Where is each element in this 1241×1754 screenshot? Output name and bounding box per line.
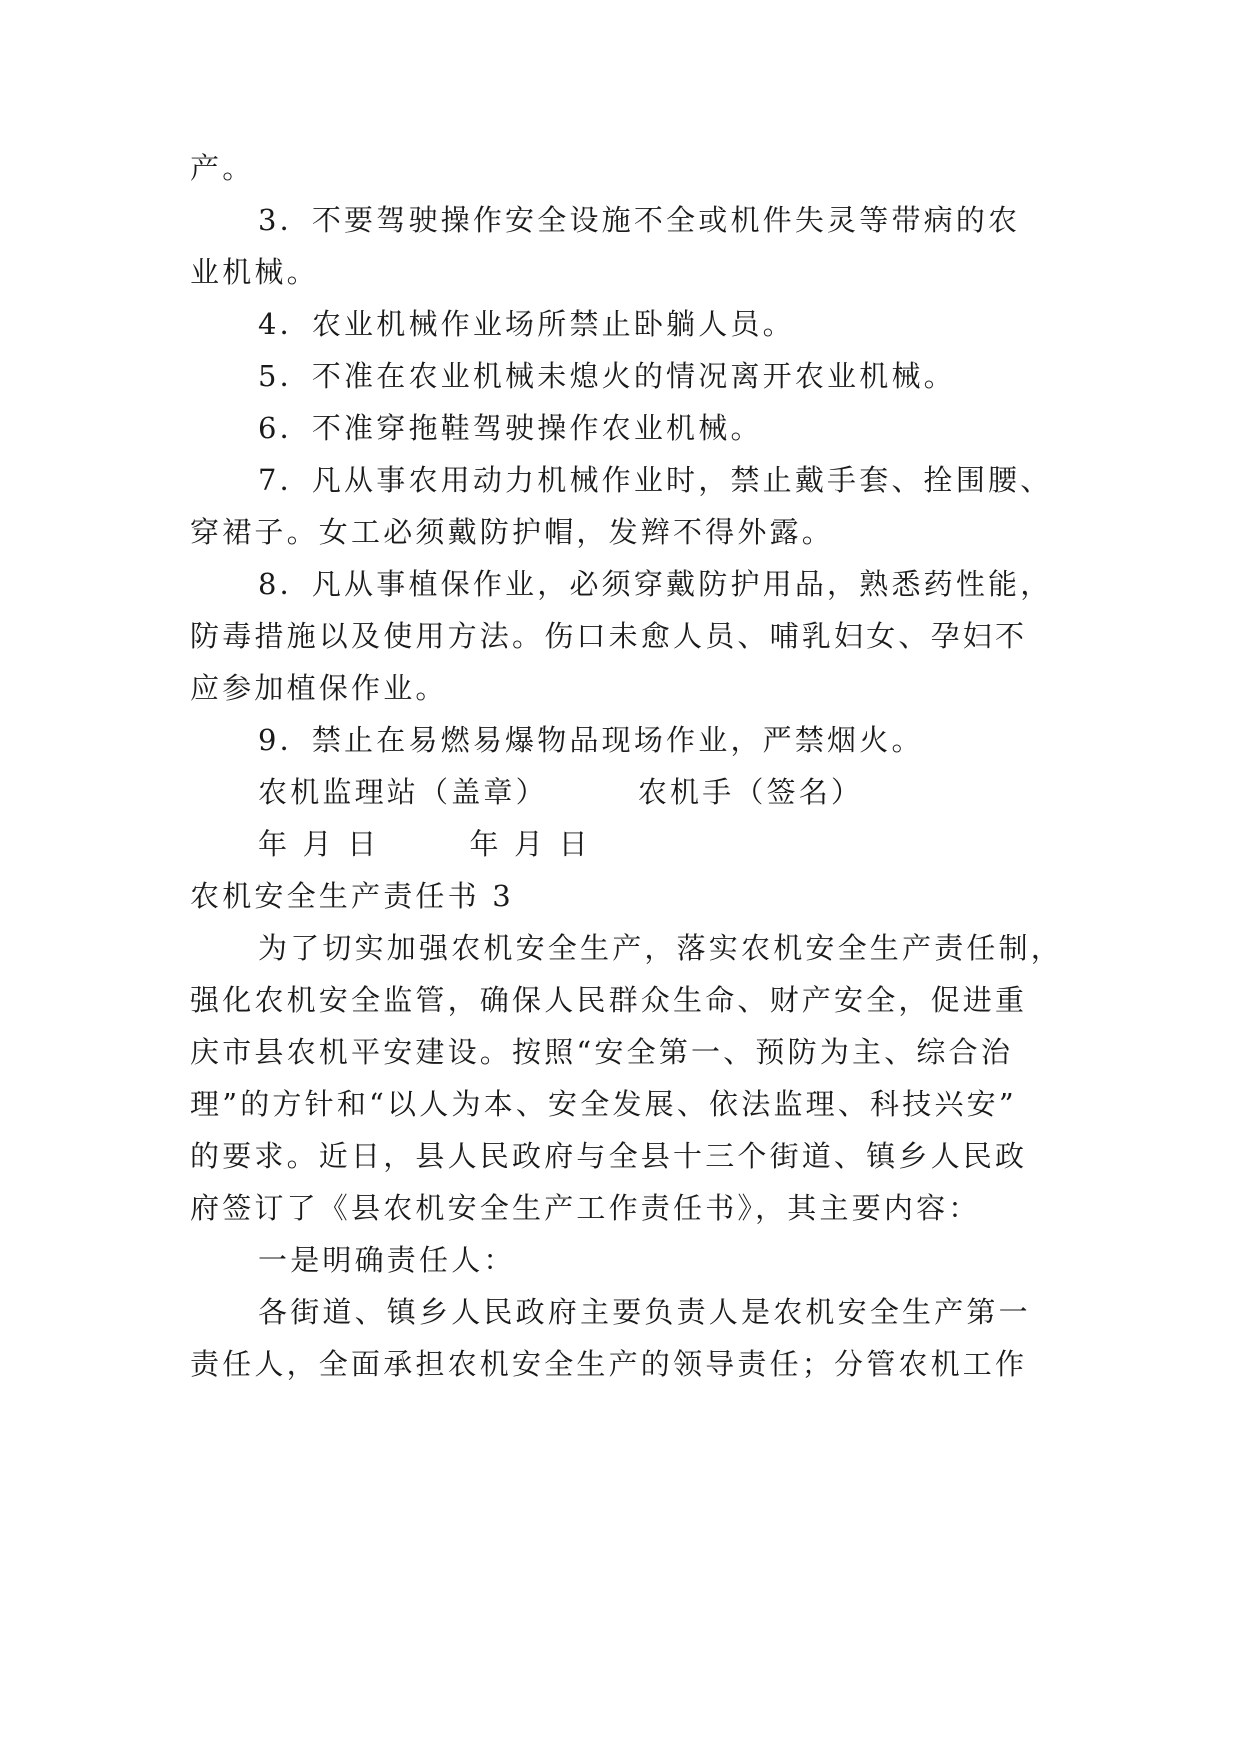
text-line: 7．凡从事农用动力机械作业时，禁止戴手套、拴围腰、 <box>258 463 1053 497</box>
text-line: 庆市县农机平安建设。按照“安全第一、预防为主、综合治 <box>190 1035 1014 1069</box>
station-seal-label: 农机监理站（盖章） <box>258 775 548 809</box>
text-line: 理”的方针和“以人为本、安全发展、依法监理、科技兴安” <box>190 1087 1017 1121</box>
signature-line <box>258 772 863 812</box>
text-line: 4．农业机械作业场所禁止卧躺人员。 <box>258 307 795 341</box>
text-line: 产。 <box>190 151 255 185</box>
text-line: 3．不要驾驶操作安全设施不全或机件失灵等带病的农 <box>258 203 1021 237</box>
text-line: 强化农机安全监管，确保人民群众生命、财产安全，促进重 <box>190 983 1028 1017</box>
date-left: 年 月 日 <box>258 827 380 861</box>
section-title: 农机安全生产责任书 3 <box>190 879 514 913</box>
text-line: 5．不准在农业机械未熄火的情况离开农业机械。 <box>258 359 956 393</box>
text-line: 各街道、镇乡人民政府主要负责人是农机安全生产第一 <box>258 1295 1031 1329</box>
text-line: 业机械。 <box>190 255 319 289</box>
date-right: 年 月 日 <box>469 827 591 861</box>
text-line: 防毒措施以及使用方法。伤口未愈人员、哺乳妇女、孕妇不 <box>190 619 1028 653</box>
text-line: 责任人，全面承担农机安全生产的领导责任；分管农机工作 <box>190 1347 1028 1381</box>
text-line: 府签订了《县农机安全生产工作责任书》，其主要内容： <box>190 1191 981 1225</box>
text-line: 应参加植保作业。 <box>190 671 448 705</box>
date-line <box>258 824 591 864</box>
text-line: 一是明确责任人： <box>258 1243 516 1277</box>
text-line: 穿裙子。女工必须戴防护帽，发辫不得外露。 <box>190 515 835 549</box>
text-line: 的要求。近日，县人民政府与全县十三个街道、镇乡人民政 <box>190 1139 1028 1173</box>
text-line: 6．不准穿拖鞋驾驶操作农业机械。 <box>258 411 763 445</box>
text-line: 为了切实加强农机安全生产，落实农机安全生产责任制， <box>258 931 1064 965</box>
text-line: 9．禁止在易燃易爆物品现场作业，严禁烟火。 <box>258 723 924 757</box>
text-line: 8．凡从事植保作业，必须穿戴防护用品，熟悉药性能， <box>258 567 1053 601</box>
operator-signature-label: 农机手（签名） <box>637 775 864 809</box>
